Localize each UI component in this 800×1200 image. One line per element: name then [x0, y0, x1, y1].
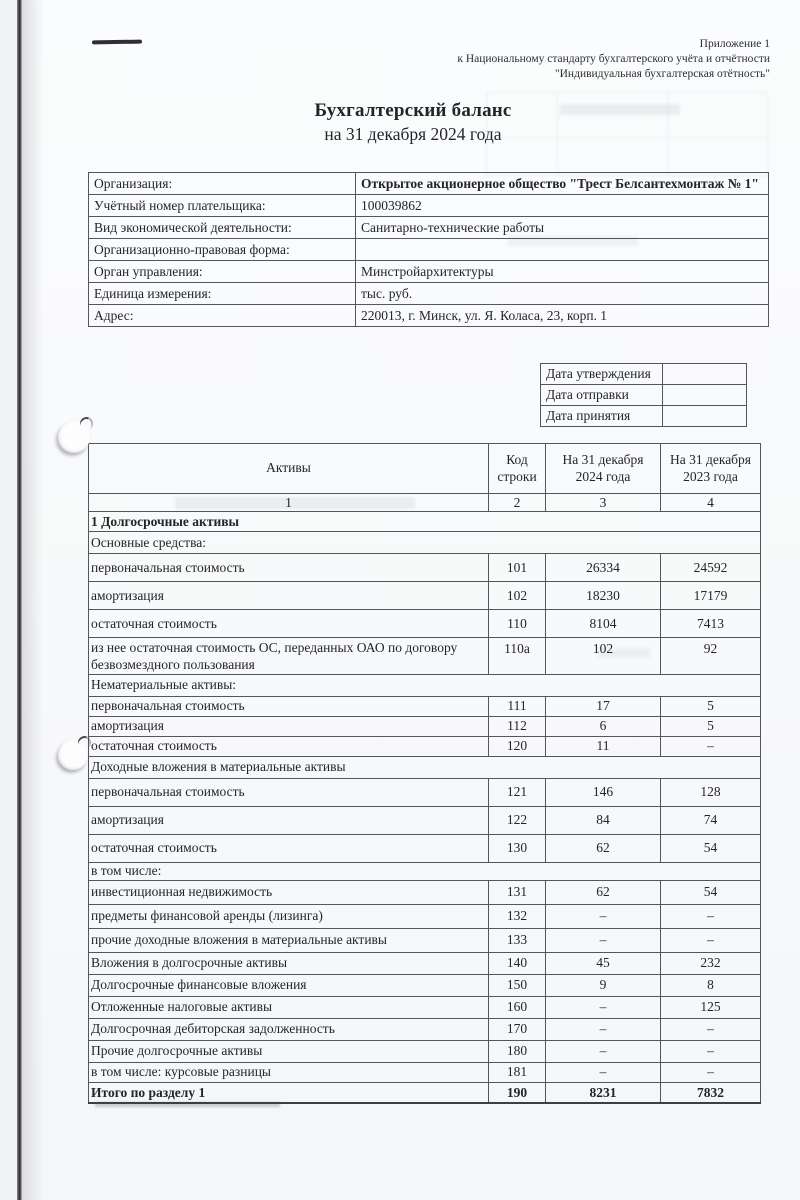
balance-item-row	[89, 974, 761, 996]
balance-item-row	[89, 736, 761, 756]
org-label-cell: Организация:	[89, 173, 356, 195]
balance-row-value-2023: –	[661, 1062, 761, 1082]
balance-row-value-2023: –	[661, 736, 761, 756]
dates-value-cell	[663, 364, 747, 385]
dates-table	[540, 363, 747, 427]
appendix-line-1: Приложение 1	[699, 38, 770, 50]
balance-row-label: остаточная стоимость	[89, 610, 489, 638]
balance-row-code: 110а	[489, 638, 546, 675]
balance-row-code: 130	[489, 834, 546, 862]
balance-item-row	[89, 904, 761, 928]
org-label-cell: Орган управления:	[89, 261, 356, 283]
balance-row-value-2024: 6	[546, 716, 661, 736]
dates-label-cell: Дата отправки	[541, 385, 663, 406]
balance-row-value-2023: 17179	[661, 582, 761, 610]
balance-item-row	[89, 696, 761, 716]
balance-item-row	[89, 1018, 761, 1040]
dates-row	[541, 406, 747, 427]
balance-row-value-2024: 8231	[546, 1082, 661, 1103]
org-value-cell: 220013, г. Минск, ул. Я. Коласа, 23, корп. 1	[356, 305, 769, 327]
org-info-row	[89, 305, 769, 327]
balance-row-code: 131	[489, 880, 546, 904]
dates-row	[541, 385, 747, 406]
balance-row-value-2024: 62	[546, 834, 661, 862]
balance-item-row	[89, 610, 761, 638]
balance-category-sub-row	[89, 862, 761, 880]
balance-row-value-2023: 5	[661, 696, 761, 716]
appendix-line-2: к Национальному стандарту бухгалтерского учёта и отчётности	[457, 53, 770, 65]
balance-row-value-2024: –	[546, 928, 661, 952]
balance-row-code: 180	[489, 1040, 546, 1062]
balance-item-row	[89, 582, 761, 610]
balance-item-row	[89, 716, 761, 736]
balance-item-row	[89, 928, 761, 952]
balance-row-value-2024: 102	[546, 638, 661, 675]
balance-item-row	[89, 996, 761, 1018]
balance-row-value-2023: 54	[661, 834, 761, 862]
balance-row-label: Основные средства:	[89, 532, 761, 554]
balance-category-row	[89, 756, 761, 778]
balance-category-row	[89, 532, 761, 554]
balance-row-code: 170	[489, 1018, 546, 1040]
balance-column-number-row	[89, 494, 761, 512]
org-value-cell: Санитарно-технические работы	[356, 217, 769, 239]
balance-row-value-2024: –	[546, 1040, 661, 1062]
balance-row-code: 160	[489, 996, 546, 1018]
column-number-cell-3: 3	[546, 494, 661, 512]
org-label-cell: Вид экономической деятельности:	[89, 217, 356, 239]
balance-row-code: 181	[489, 1062, 546, 1082]
balance-row-code: 140	[489, 952, 546, 974]
column-number-cell-4: 4	[661, 494, 761, 512]
balance-row-label: амортизация	[89, 806, 489, 834]
balance-row-code: 101	[489, 554, 546, 582]
dates-value-cell	[663, 406, 747, 427]
balance-section-row	[89, 512, 761, 532]
balance-row-label: Вложения в долгосрочные активы	[89, 952, 489, 974]
balance-row-code: 121	[489, 778, 546, 806]
balance-row-value-2023: 7832	[661, 1082, 761, 1103]
balance-row-value-2023: 24592	[661, 554, 761, 582]
org-value-cell: тыс. руб.	[356, 283, 769, 305]
dates-label-cell: Дата принятия	[541, 406, 663, 427]
balance-item-row	[89, 880, 761, 904]
org-info-row	[89, 261, 769, 283]
punch-hole	[58, 421, 90, 453]
balance-row-label: Нематериальные активы:	[89, 674, 761, 696]
balance-row-label: в том числе:	[89, 862, 761, 880]
balance-row-value-2023: –	[661, 1040, 761, 1062]
balance-item-row	[89, 638, 761, 675]
balance-row-label: Долгосрочные финансовые вложения	[89, 974, 489, 996]
balance-row-code: 150	[489, 974, 546, 996]
balance-row-code: 110	[489, 610, 546, 638]
balance-row-value-2024: 84	[546, 806, 661, 834]
balance-row-value-2023: 5	[661, 716, 761, 736]
org-info-row	[89, 195, 769, 217]
balance-row-value-2023: 232	[661, 952, 761, 974]
balance-row-value-2024: –	[546, 904, 661, 928]
balance-column-header-2: Код строки	[489, 444, 546, 494]
balance-row-label: 1 Долгосрочные активы	[89, 512, 761, 532]
balance-row-code: 122	[489, 806, 546, 834]
document-title: Бухгалтерский баланс	[314, 100, 512, 121]
balance-row-value-2023: 7413	[661, 610, 761, 638]
column-number-cell-2: 2	[489, 494, 546, 512]
scanner-background	[0, 0, 18, 1200]
balance-row-value-2024: 45	[546, 952, 661, 974]
balance-row-value-2023: 74	[661, 806, 761, 834]
balance-row-label: Долгосрочная дебиторская задолженность	[89, 1018, 489, 1040]
balance-header-row	[89, 444, 761, 494]
balance-row-value-2024: 26334	[546, 554, 661, 582]
balance-row-value-2024: 62	[546, 880, 661, 904]
balance-row-value-2023: –	[661, 928, 761, 952]
balance-row-value-2024: 9	[546, 974, 661, 996]
balance-row-label: остаточная стоимость	[89, 834, 489, 862]
balance-row-value-2024: 8104	[546, 610, 661, 638]
document-header	[88, 100, 738, 145]
balance-row-label: амортизация	[89, 582, 489, 610]
org-label-cell: Адрес:	[89, 305, 356, 327]
balance-row-label: первоначальная стоимость	[89, 696, 489, 716]
org-info-row	[89, 283, 769, 305]
balance-row-value-2023: 54	[661, 880, 761, 904]
balance-row-label: Отложенные налоговые активы	[89, 996, 489, 1018]
balance-row-label: амортизация	[89, 716, 489, 736]
org-value-cell: 100039862	[356, 195, 769, 217]
balance-row-code: 102	[489, 582, 546, 610]
balance-item-row	[89, 1040, 761, 1062]
balance-row-code: 133	[489, 928, 546, 952]
balance-row-label: первоначальная стоимость	[89, 554, 489, 582]
balance-row-value-2024: 17	[546, 696, 661, 716]
org-info-row	[89, 239, 769, 261]
balance-row-value-2023: 128	[661, 778, 761, 806]
org-label-cell: Организационно-правовая форма:	[89, 239, 356, 261]
org-info-row	[89, 217, 769, 239]
balance-row-value-2023: –	[661, 1018, 761, 1040]
balance-sheet-table	[88, 443, 761, 1104]
balance-column-header-1: Активы	[89, 444, 489, 494]
org-label-cell: Единица измерения:	[89, 283, 356, 305]
org-info-table	[88, 172, 769, 327]
balance-item-row	[89, 778, 761, 806]
balance-row-label: Прочие долгосрочные активы	[89, 1040, 489, 1062]
balance-column-header-3: На 31 декабря 2024 года	[546, 444, 661, 494]
balance-item-row	[89, 834, 761, 862]
balance-row-value-2024: 11	[546, 736, 661, 756]
balance-category-row	[89, 674, 761, 696]
balance-total-row	[89, 1082, 761, 1103]
balance-item-row	[89, 554, 761, 582]
dates-row	[541, 364, 747, 385]
balance-row-code: 190	[489, 1082, 546, 1103]
balance-row-label: прочие доходные вложения в материальные активы	[89, 928, 489, 952]
balance-row-label: из нее остаточная стоимость ОС, переданных ОАО по договору безвозмездного пользования	[89, 638, 489, 675]
punch-hole	[58, 740, 88, 770]
appendix-line-3: "Индивидуальная бухгалтерская отётность"	[554, 68, 770, 80]
balance-row-code: 132	[489, 904, 546, 928]
org-value-cell: Открытое акционерное общество "Трест Белсантехмонтаж № 1"	[356, 173, 769, 195]
appendix-note	[170, 37, 770, 82]
column-number-cell-1: 1	[89, 494, 489, 512]
org-value-cell: Минстройархитектуры	[356, 261, 769, 283]
dates-value-cell	[663, 385, 747, 406]
balance-row-code: 120	[489, 736, 546, 756]
balance-row-value-2023: 125	[661, 996, 761, 1018]
dates-label-cell: Дата утверждения	[541, 364, 663, 385]
balance-row-value-2024: –	[546, 996, 661, 1018]
balance-column-header-4: На 31 декабря 2023 года	[661, 444, 761, 494]
page-edge-shadow	[22, 0, 44, 1200]
balance-item-row	[89, 806, 761, 834]
document-subtitle: на 31 декабря 2024 года	[324, 124, 502, 144]
balance-row-value-2023: 8	[661, 974, 761, 996]
org-label-cell: Учётный номер плательщика:	[89, 195, 356, 217]
balance-item-row	[89, 1062, 761, 1082]
balance-row-label: Итого по разделу 1	[89, 1082, 489, 1103]
balance-row-label: инвестиционная недвижимость	[89, 880, 489, 904]
balance-row-value-2024: 18230	[546, 582, 661, 610]
balance-row-label: Доходные вложения в материальные активы	[89, 756, 761, 778]
balance-row-value-2023: 92	[661, 638, 761, 675]
balance-row-value-2024: –	[546, 1018, 661, 1040]
balance-row-code: 111	[489, 696, 546, 716]
balance-item-row	[89, 952, 761, 974]
balance-row-value-2023: –	[661, 904, 761, 928]
balance-row-value-2024: –	[546, 1062, 661, 1082]
balance-row-label: первоначальная стоимость	[89, 778, 489, 806]
balance-row-code: 112	[489, 716, 546, 736]
balance-row-label: остаточная стоимость	[89, 736, 489, 756]
balance-row-label: в том числе: курсовые разницы	[89, 1062, 489, 1082]
balance-row-value-2024: 146	[546, 778, 661, 806]
org-info-row	[89, 173, 769, 195]
org-value-cell	[356, 239, 769, 261]
balance-row-label: предметы финансовой аренды (лизинга)	[89, 904, 489, 928]
